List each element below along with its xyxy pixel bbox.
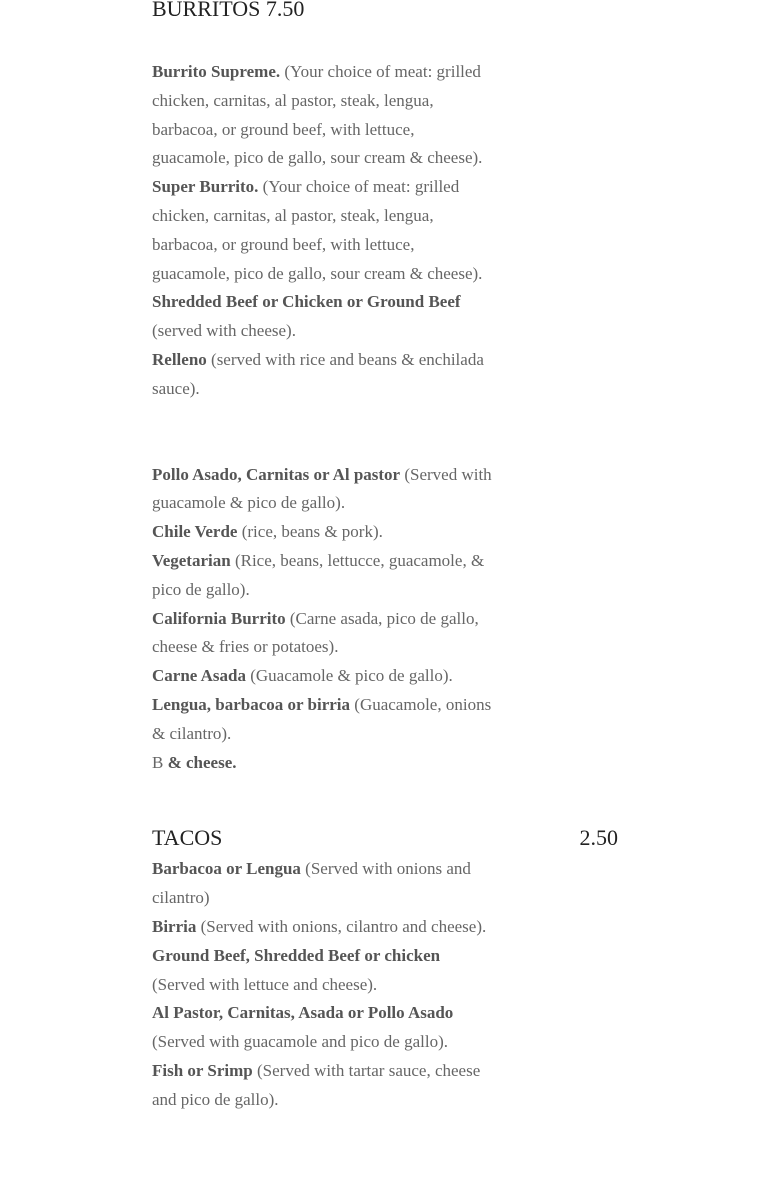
menu-item — [152, 942, 492, 1000]
item-description: (Served with guacamole & pico de gallo). — [152, 464, 492, 513]
item-description: (Served with tartar sauce, cheese and pico de gallo). — [152, 1060, 481, 1109]
item-name: Relleno — [152, 349, 207, 369]
item-name: Carne Asada — [152, 666, 246, 686]
item-name: Shredded Beef or Chicken or Ground Beef — [152, 292, 461, 312]
tacos-list — [152, 855, 492, 1114]
item-name: Vegetarian — [152, 550, 231, 570]
tacos-heading: TACOS — [152, 825, 223, 851]
menu-item — [152, 855, 492, 913]
item-name: Burrito Supreme. — [152, 62, 281, 81]
menu-item — [152, 518, 492, 547]
item-name: Birria — [152, 916, 197, 936]
menu-item — [152, 691, 492, 749]
item-name: & cheese. — [167, 752, 237, 772]
menu-item — [152, 461, 492, 519]
item-description: (Served with guacamole and pico de gallo). — [152, 1032, 448, 1052]
item-prefix: B — [152, 752, 168, 772]
menu-item — [152, 662, 492, 691]
item-description: (Served with onions and cilantro) — [152, 859, 471, 908]
item-description: (rice, beans & pork). — [237, 522, 383, 542]
tacos-header — [152, 821, 618, 855]
item-description: (Rice, beans, lettucce, guacamole, & pico de gallo). — [152, 550, 485, 599]
menu-item — [152, 346, 492, 404]
item-name: Barbacoa or Lengua — [152, 859, 301, 879]
item-name: Chile Verde — [152, 522, 238, 542]
item-name: Super Burrito. — [152, 177, 259, 197]
item-description: (served with cheese). — [152, 321, 296, 341]
menu-item — [152, 547, 492, 605]
menu-item — [152, 173, 492, 288]
burritos-list — [152, 58, 492, 404]
menu-item — [152, 288, 492, 346]
menu-column — [152, 0, 618, 1115]
item-description: (served with rice and beans & enchilada sauce). — [152, 349, 484, 398]
menu-item — [152, 999, 492, 1057]
menu-item — [152, 749, 492, 778]
item-description: (Carne asada, pico de gallo, cheese & fries or potatoes). — [152, 608, 479, 657]
menu-item — [152, 913, 492, 942]
item-description: (Served with onions, cilantro and cheese). — [196, 916, 487, 936]
menu-item — [152, 605, 492, 663]
burritos-list-2 — [152, 461, 492, 778]
item-description: (Served with lettuce and cheese). — [152, 974, 378, 994]
item-name: Pollo Asado, Carnitas or Al pastor — [152, 464, 401, 484]
item-description: (Your choice of meat: grilled chicken, carnitas, al pastor, steak, lengua, barbacoa, or ground beef, with lettuce, guacamole, pico de gallo, sour cream & cheese). — [152, 62, 483, 168]
item-name: Fish or Srimp — [152, 1060, 253, 1080]
item-description: (Guacamole & pico de gallo). — [245, 666, 453, 686]
item-name: Lengua, barbacoa or birria — [152, 694, 351, 714]
item-name: Al Pastor, Carnitas, Asada or Pollo Asado — [152, 1003, 454, 1023]
item-description: (Guacamole, onions & cilantro). — [152, 694, 492, 743]
tacos-price: 2.50 — [579, 825, 618, 851]
menu-item — [152, 58, 492, 173]
menu-item — [152, 1057, 492, 1115]
item-name: California Burrito — [152, 608, 286, 628]
item-name: Ground Beef, Shredded Beef or chicken — [152, 945, 441, 965]
item-description: (Your choice of meat: grilled chicken, carnitas, al pastor, steak, lengua, barbacoa, or ground beef, with lettuce, guacamole, pico de gallo, sour cream & cheese). — [152, 177, 483, 283]
burritos-heading: BURRITOS 7.50 — [152, 0, 305, 21]
